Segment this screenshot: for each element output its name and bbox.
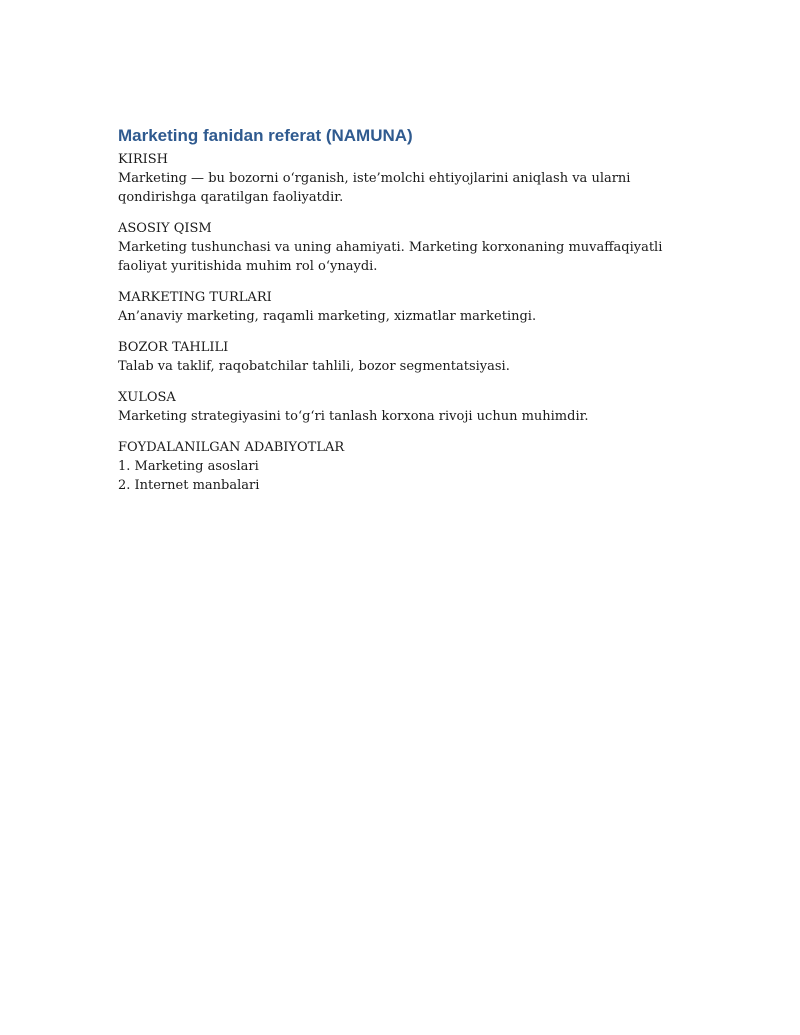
section-text: Marketing tushunchasi va uning ahamiyati. Marketing korxonaning muvaffaqiyatli faoliyat yuritishida muhim rol o‘ynaydi. (118, 240, 663, 274)
references-heading: FOYDALANILGAN ADABIYOTLAR (118, 440, 345, 455)
section-kirish (118, 150, 678, 207)
section-heading: XULOSA (118, 390, 176, 405)
section-heading: ASOSIY QISM (118, 221, 212, 236)
reference-item: 1. Marketing asoslari (118, 459, 259, 474)
section-text: Talab va taklif, raqobatchilar tahlili, bozor segmentatsiyasi. (118, 359, 510, 374)
section-heading: BOZOR TAHLILI (118, 340, 229, 355)
section-text: An’anaviy marketing, raqamli marketing, xizmatlar marketingi. (118, 309, 537, 324)
references-list (118, 457, 678, 495)
section-references (118, 438, 678, 495)
section-asosiy-qism (118, 219, 678, 276)
document-page (118, 125, 678, 507)
document-title: Marketing fanidan referat (NAMUNA) (118, 126, 413, 145)
section-heading: MARKETING TURLARI (118, 290, 272, 305)
section-text: Marketing strategiyasini to‘g‘ri tanlash korxona rivoji uchun muhimdir. (118, 409, 589, 424)
reference-item: 2. Internet manbalari (118, 478, 260, 493)
section-text: Marketing — bu bozorni o‘rganish, iste’molchi ehtiyojlarini aniqlash va ularni qondirishga qaratilgan faoliyatdir. (118, 171, 631, 205)
section-xulosa (118, 388, 678, 426)
section-marketing-turlari (118, 288, 678, 326)
section-heading: KIRISH (118, 152, 169, 167)
section-bozor-tahlili (118, 338, 678, 376)
